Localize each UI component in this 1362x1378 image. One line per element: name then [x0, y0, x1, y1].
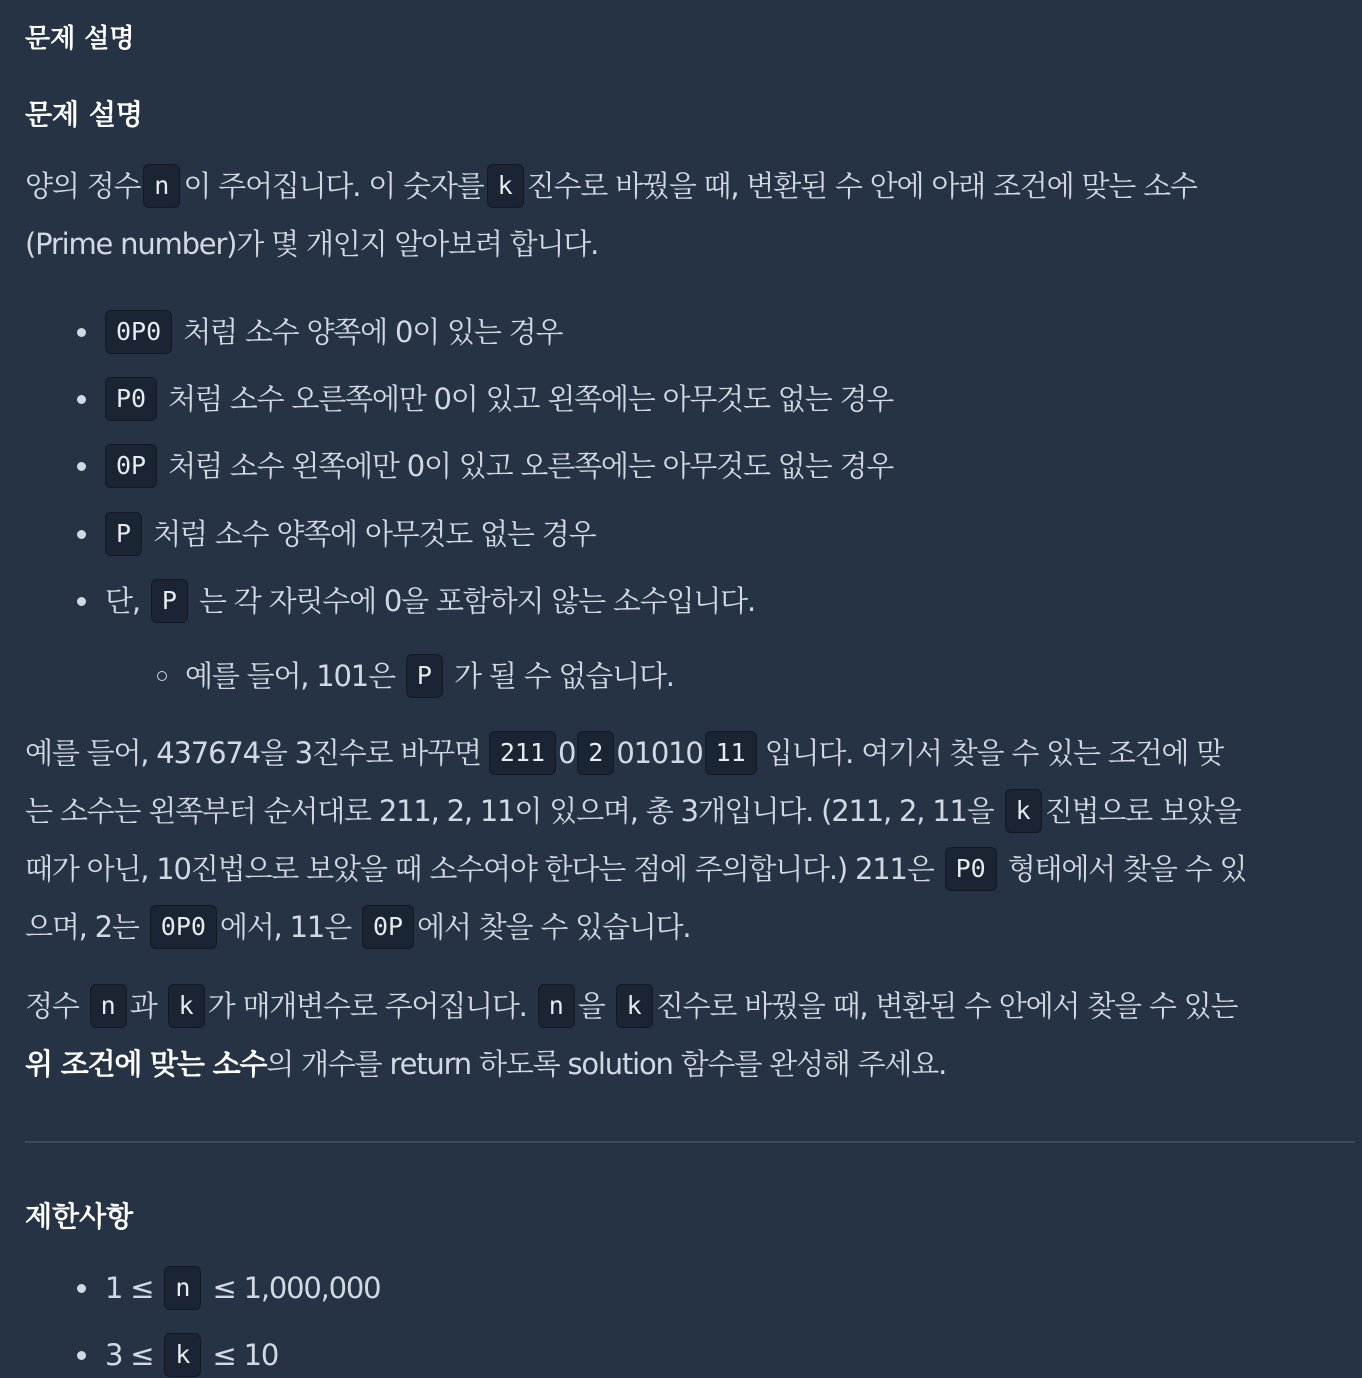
intro-line-2: (Prime number)가 몇 개인지 알아보려 합니다.: [25, 227, 599, 261]
code-0p: 0P: [105, 444, 157, 488]
code-k: k: [1005, 789, 1042, 833]
code-0p0: 0P0: [105, 310, 172, 354]
code-p0: P0: [105, 377, 157, 421]
task-line-1: 정수 n 과 k 가 매개변수로 주어집니다. n 을 k 진수로 바꿨을 때, 변환된 수 안에서 찾을 수 있는: [25, 977, 1355, 1035]
bullet-icon: [77, 328, 86, 337]
example-line-2: 는 소수는 왼쪽부터 순서대로 211, 2, 11이 있으며, 총 3개입니다. (211, 2, 11을 k 진법으로 보았을: [25, 782, 1355, 840]
code-p0: P0: [945, 847, 997, 891]
list-item: 0P0 처럼 소수 양쪽에 0이 있는 경우: [105, 310, 562, 356]
code-k: k: [487, 164, 524, 208]
intro-paragraph: [25, 157, 1355, 273]
code-p: P: [105, 512, 142, 556]
example-line-1: 예를 들어, 437674을 3진수로 바꾸면 211 0 2 01010 11 입니다. 여기서 찾을 수 있는 조건에 맞: [25, 724, 1355, 782]
code-n: n: [143, 164, 180, 208]
bullet-icon: [77, 1351, 86, 1360]
code-211: 211: [489, 731, 556, 775]
code-k: k: [168, 984, 205, 1028]
code-k: k: [164, 1333, 201, 1377]
code-k: k: [616, 984, 653, 1028]
list-item: 단, P 는 각 자릿수에 0을 포함하지 않는 소수입니다.: [105, 579, 755, 625]
code-p: P: [406, 654, 443, 698]
code-p: P: [151, 579, 188, 623]
divider: [25, 1141, 1355, 1143]
code-n: n: [164, 1266, 201, 1310]
code-2: 2: [577, 731, 614, 775]
list-item: 3 ≤ k ≤ 10: [105, 1333, 278, 1378]
sub-list-item: 예를 들어, 101은 P 가 될 수 없습니다.: [185, 654, 674, 700]
section-title-description: 문제 설명: [25, 98, 143, 131]
intro-line-1: 양의 정수 n 이 주어집니다. 이 숫자를 k 진수로 바꿨을 때, 변환된 수 안에 아래 조건에 맞는 소수: [25, 157, 1355, 215]
task-line-2: 위 조건에 맞는 소수의 개수를 return 하도록 solution 함수를 완성해 주세요.: [25, 1047, 947, 1081]
bold-phrase: 위 조건에 맞는 소수: [25, 1047, 267, 1081]
list-item: P0 처럼 소수 오른쪽에만 0이 있고 왼쪽에는 아무것도 없는 경우: [105, 377, 893, 423]
bullet-icon: [77, 462, 86, 471]
code-11: 11: [705, 731, 757, 775]
code-n: n: [538, 984, 575, 1028]
list-item: 1 ≤ n ≤ 1,000,000: [105, 1266, 380, 1312]
list-item: 0P 처럼 소수 왼쪽에만 0이 있고 오른쪽에는 아무것도 없는 경우: [105, 444, 893, 490]
example-paragraph: [25, 724, 1355, 956]
header-title: 문제 설명: [25, 24, 135, 54]
task-paragraph: [25, 977, 1355, 1093]
bullet-icon: [77, 1284, 86, 1293]
bullet-icon: [77, 530, 86, 539]
example-line-3: 때가 아닌, 10진법으로 보았을 때 소수여야 한다는 점에 주의합니다.) 211은 P0 형태에서 찾을 수 있: [25, 840, 1355, 898]
bullet-icon: [77, 395, 86, 404]
list-item: P 처럼 소수 양쪽에 아무것도 없는 경우: [105, 512, 595, 558]
bullet-icon: [77, 597, 86, 606]
circle-bullet-icon: [157, 671, 167, 681]
section-title-constraints: 제한사항: [25, 1200, 134, 1233]
code-n: n: [90, 984, 127, 1028]
code-0p0: 0P0: [150, 905, 217, 949]
code-0p: 0P: [362, 905, 414, 949]
example-line-4: 으며, 2는 0P0 에서, 11은 0P 에서 찾을 수 있습니다.: [25, 898, 1355, 956]
